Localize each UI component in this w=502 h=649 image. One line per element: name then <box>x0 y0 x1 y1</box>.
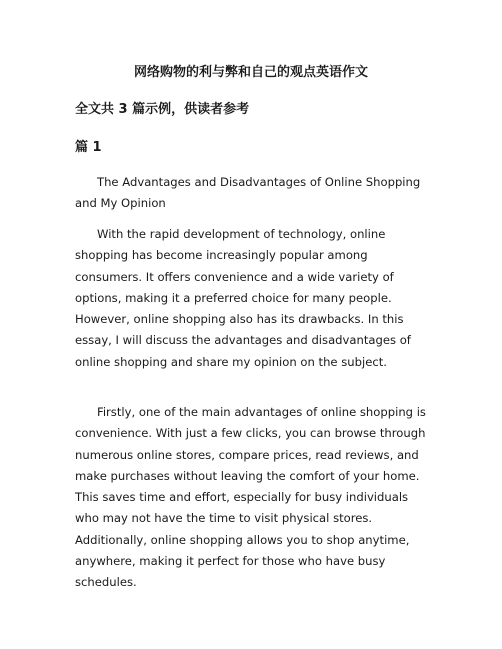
document-title: 网络购物的利与弊和自己的观点英语作文 <box>133 65 368 80</box>
paragraph: Firstly, one of the main advantages of online shopping is convenience. With just a few clicks, you can browse through numerous online stores, compare prices, read reviews, and make purchases without leaving the comfort of your home. This saves time and effort, especially for busy individuals who may not have the time to visit physical stores. Additionally, online shopping allows you to shop anytime, anywhere, making it perfect for those who have busy schedules. <box>75 405 426 590</box>
document-subtitle: 全文共 3 篇示例，供读者参考 <box>75 102 250 117</box>
section-heading: 篇 1 <box>75 140 102 155</box>
paragraph: With the rapid development of technology, online shopping has become increasingly popular among consumers. It offers convenience and a wide variety of options, making it a preferred choice for many people. However, online shopping also has its drawbacks. In this essay, I will discuss the advantages and disadvantages of online shopping and share my opinion on the subject. <box>75 227 411 369</box>
essay-title: The Advantages and Disadvantages of Online Shopping and My Opinion <box>75 175 421 211</box>
